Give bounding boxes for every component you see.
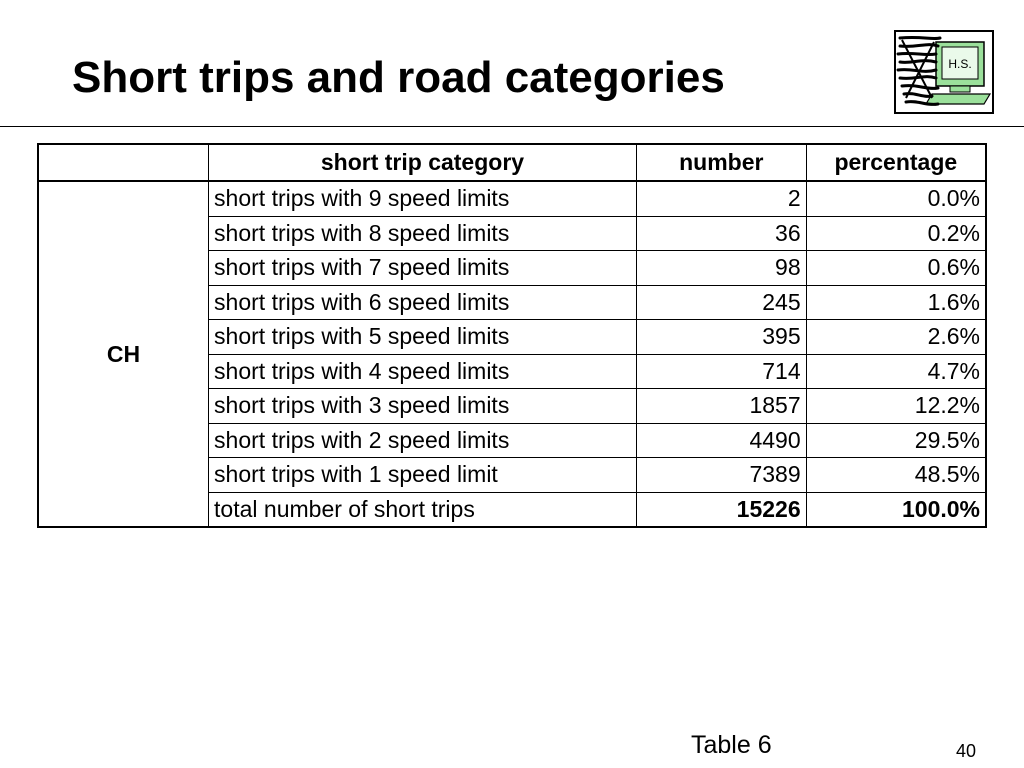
total-number-cell: 15226 (636, 492, 806, 527)
percentage-cell: 1.6% (806, 285, 986, 320)
header-number: number (636, 144, 806, 181)
total-category-cell: total number of short trips (209, 492, 637, 527)
percentage-cell: 12.2% (806, 389, 986, 424)
page-title: Short trips and road categories (72, 53, 725, 102)
percentage-cell: 2.6% (806, 320, 986, 355)
number-cell: 1857 (636, 389, 806, 424)
percentage-cell: 0.6% (806, 251, 986, 286)
header-empty (38, 144, 209, 181)
category-cell: short trips with 3 speed limits (209, 389, 637, 424)
category-cell: short trips with 5 speed limits (209, 320, 637, 355)
number-cell: 2 (636, 181, 806, 216)
category-cell: short trips with 9 speed limits (209, 181, 637, 216)
number-cell: 714 (636, 354, 806, 389)
logo-text: H.S. (948, 57, 972, 71)
category-cell: short trips with 4 speed limits (209, 354, 637, 389)
computer-monitor-logo-icon (892, 28, 996, 116)
number-cell: 98 (636, 251, 806, 286)
category-cell: short trips with 1 speed limit (209, 458, 637, 493)
table-caption: Table 6 (691, 731, 772, 759)
title-divider (0, 126, 1024, 127)
category-cell: short trips with 7 speed limits (209, 251, 637, 286)
page-number: 40 (956, 741, 977, 761)
number-cell: 7389 (636, 458, 806, 493)
number-cell: 395 (636, 320, 806, 355)
category-cell: short trips with 2 speed limits (209, 423, 637, 458)
total-percentage-cell: 100.0% (806, 492, 986, 527)
percentage-cell: 4.7% (806, 354, 986, 389)
number-cell: 4490 (636, 423, 806, 458)
header-percentage: percentage (806, 144, 986, 181)
category-cell: short trips with 6 speed limits (209, 285, 637, 320)
number-cell: 36 (636, 216, 806, 251)
header-category: short trip category (209, 144, 637, 181)
group-label: CH (38, 181, 209, 527)
table-header-row (38, 144, 986, 181)
table-row (38, 181, 986, 216)
percentage-cell: 0.2% (806, 216, 986, 251)
short-trips-table (37, 143, 987, 528)
percentage-cell: 0.0% (806, 181, 986, 216)
percentage-cell: 29.5% (806, 423, 986, 458)
number-cell: 245 (636, 285, 806, 320)
percentage-cell: 48.5% (806, 458, 986, 493)
category-cell: short trips with 8 speed limits (209, 216, 637, 251)
